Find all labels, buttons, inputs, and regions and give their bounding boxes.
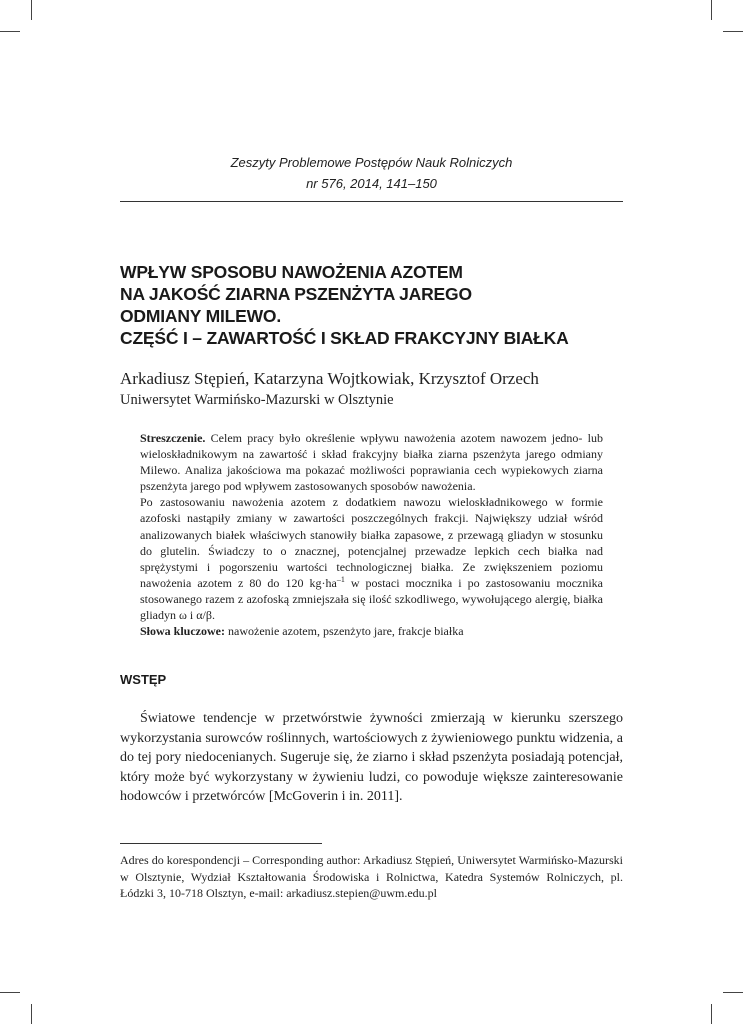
crop-mark-bottom-right-vertical <box>711 1004 712 1024</box>
abstract-paragraph <box>140 430 603 494</box>
abstract-paragraph <box>140 494 603 623</box>
abstract-text: Celem pracy było określenie wpływu nawożenia azotem nawozem jedno- lub wieloskładnikowym na zawartość i skład frakcyjny białka ziarna pszenżyta jarego odmiany Milewo. Analiza jakościowa ma pokazać możliwości poprawiania cech wypiekowych ziarna pszenżyta jarego pod wpływem zastosowanych sposobów nawożenia. <box>140 431 604 494</box>
unit-exponent: –1 <box>336 574 345 584</box>
crop-mark-top-left-horizontal <box>0 31 20 32</box>
crop-mark-top-right-vertical <box>711 0 712 20</box>
section-heading: WSTĘP <box>120 672 167 687</box>
article-title <box>120 261 640 349</box>
crop-mark-bottom-left-vertical <box>31 1004 32 1024</box>
title-line: ODMIANY MILEWO. <box>120 306 281 326</box>
abstract-text: Po zastosowaniu nawożenia azotem z dodatkiem nawozu wieloskładnikowego w formie azofoski nastąpiły zmiany w zawartości poszczególnych frakcji. Największy udział wśród analizowanych białek właściwych stanowiły białka zapasowe, z przewagą gliadyn w stosunku do glutelin. Świadczy to o znacznej, potencjalnej przewadze lepkich cech białka nad sprężystymi i pogorszeniu wartości technologicznej białka. Ze zwiększeniem poziomu nawożenia azotem z 80 do 120 kg·ha <box>140 495 603 590</box>
body-paragraph: Światowe tendencje w przetwórstwie żywności zmierzają w kierunku szerszego wykorzystania surowców roślinnych, wartościowych z żywieniowego punktu widzenia, a do tej pory niedocenianych. Sugeruje się, że ziarno i skład pszenżyta posiadają potencjał, który może być wykorzystany w żywieniu ludzi, co powoduje większe zainteresowanie hodowców i przetwórców [McGoverin i in. 2011]. <box>120 711 623 804</box>
crop-mark-top-left-vertical <box>31 0 32 20</box>
crop-mark-bottom-left-horizontal <box>0 992 20 993</box>
title-line: NA JAKOŚĆ ZIARNA PSZENŻYTA JAREGO <box>120 284 472 304</box>
title-line: WPŁYW SPOSOBU NAWOŻENIA AZOTEM <box>120 262 463 282</box>
keywords-text: nawożenie azotem, pszenżyto jare, frakcje białka <box>225 624 464 638</box>
crop-mark-top-right-horizontal <box>723 31 743 32</box>
abstract-text: w postaci mocznika i po zastosowaniu mocznika stosowanego razem z azofoską zmniejszała się ilość szkodliwego, wywołującego alergię, białka gliadyn ω i α/β. <box>140 575 603 623</box>
title-line: CZĘŚĆ I – ZAWARTOŚĆ I SKŁAD FRAKCYJNY BIAŁKA <box>120 328 569 348</box>
author-list: Arkadiusz Stępień, Katarzyna Wojtkowiak, Krzysztof Orzech <box>120 369 539 388</box>
keywords-label: Słowa kluczowe: <box>140 624 225 638</box>
keywords <box>140 624 603 639</box>
body-text <box>120 709 623 807</box>
header-divider <box>120 201 623 202</box>
correspondence-footnote <box>120 852 623 902</box>
footnote-divider <box>120 843 322 844</box>
crop-mark-bottom-right-horizontal <box>723 992 743 993</box>
journal-name: Zeszyty Problemowe Postępów Nauk Rolniczych <box>230 155 513 170</box>
abstract <box>140 430 603 623</box>
footnote-text: Adres do korespondencji – Corresponding author: Arkadiusz Stępień, Uniwersytet Warmińsko-Mazurski w Olsztynie, Wydział Kształtowania Środowiska i Rolnictwa, Katedra Systemów Rolniczych, pl. Łódzki 3, 10-718 Olsztyn, e-mail: arkadiusz.stepien@uwm.edu.pl <box>120 853 623 900</box>
author-affiliation: Uniwersytet Warmińsko-Mazurski w Olsztynie <box>120 392 394 408</box>
abstract-label: Streszczenie. <box>140 431 206 445</box>
journal-issue: nr 576, 2014, 141–150 <box>306 176 437 191</box>
